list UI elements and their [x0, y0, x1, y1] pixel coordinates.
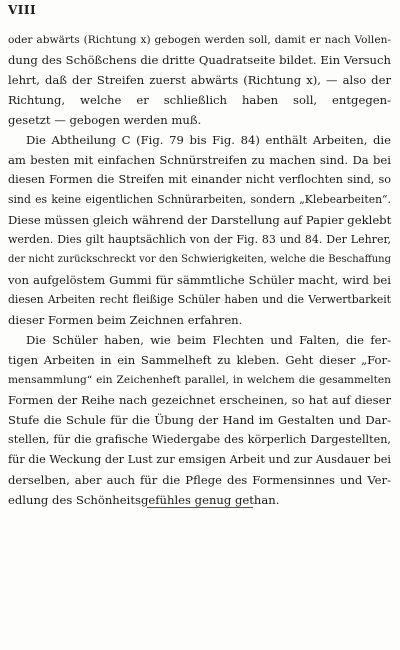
- text-line: edlung des Schönheitsgefühles genug gethan.: [8, 493, 280, 507]
- text-line: lehrt, daß der Streifen zuerst abwärts (Richtung x), — also der: [8, 73, 391, 87]
- text-line: am besten mit einfachen Schnürstreifen zu machen sind. Da bei: [8, 153, 391, 167]
- text-line: Die Schüler haben, wie beim Flechten und Falten, die fer-: [26, 333, 391, 347]
- text-line: oder abwärts (Richtung x) gebogen werden soll, damit er nach Vollen-: [8, 34, 391, 46]
- paragraph: [8, 30, 391, 130]
- text-line: Stufe die Schule für die Übung der Hand im Gestalten und Dar-: [8, 413, 391, 427]
- text-line: für die Weckung der Lust zur emsigen Arbeit und zur Ausdauer bei: [8, 453, 391, 466]
- text-line: von aufgelöstem Gummi für sämmtliche Schüler macht, wird bei: [8, 273, 391, 287]
- text-line: der nicht zurückschreckt vor den Schwierigkeiten, welche die Beschaffung: [8, 254, 391, 265]
- text-line: dieser Formen beim Zeichnen erfahren.: [8, 313, 243, 327]
- text-line: gesetzt — gebogen werden muß.: [8, 113, 202, 127]
- text-line: diesen Arbeiten recht fleißige Schüler haben und die Verwertbarkeit: [8, 293, 391, 306]
- section-rule: [147, 507, 253, 508]
- text-line: werden. Dies gilt hauptsächlich von der Fig. 83 und 84. Der Lehrer,: [8, 233, 391, 246]
- text-line: diesen Formen die Streifen mit einander nicht verflochten sind, so: [8, 173, 391, 186]
- text-line: dung des Schößchens die dritte Quadratseite bildet. Ein Versuch: [8, 53, 391, 67]
- page-number: VIII: [8, 3, 37, 17]
- text-line: Die Abtheilung C (Fig. 79 bis Fig. 84) enthält Arbeiten, die: [26, 133, 391, 147]
- text-line: Richtung, welche er schließlich haben soll, entgegen-: [8, 93, 391, 107]
- text-line: Formen der Reihe nach gezeichnet erscheinen, so hat auf dieser: [8, 393, 391, 407]
- text-line: tigen Arbeiten in ein Sammelheft zu kleben. Geht dieser „For-: [8, 353, 391, 367]
- page-body: [8, 30, 391, 510]
- text-line: sind es keine eigentlichen Schnürarbeiten, sondern „Klebearbeiten“.: [8, 193, 391, 206]
- text-line: derselben, aber auch für die Pflege des Formensinnes und Ver-: [8, 473, 391, 487]
- text-line: Diese müssen gleich während der Darstellung auf Papier geklebt: [8, 213, 392, 227]
- paragraph: [8, 330, 391, 510]
- text-line: mensammlung“ ein Zeichenheft parallel, in welchem die gesammelten: [8, 374, 391, 386]
- paragraph: [8, 130, 391, 330]
- text-line: stellen, für die grafische Wiedergabe des körperlich Dargestellten,: [8, 433, 391, 446]
